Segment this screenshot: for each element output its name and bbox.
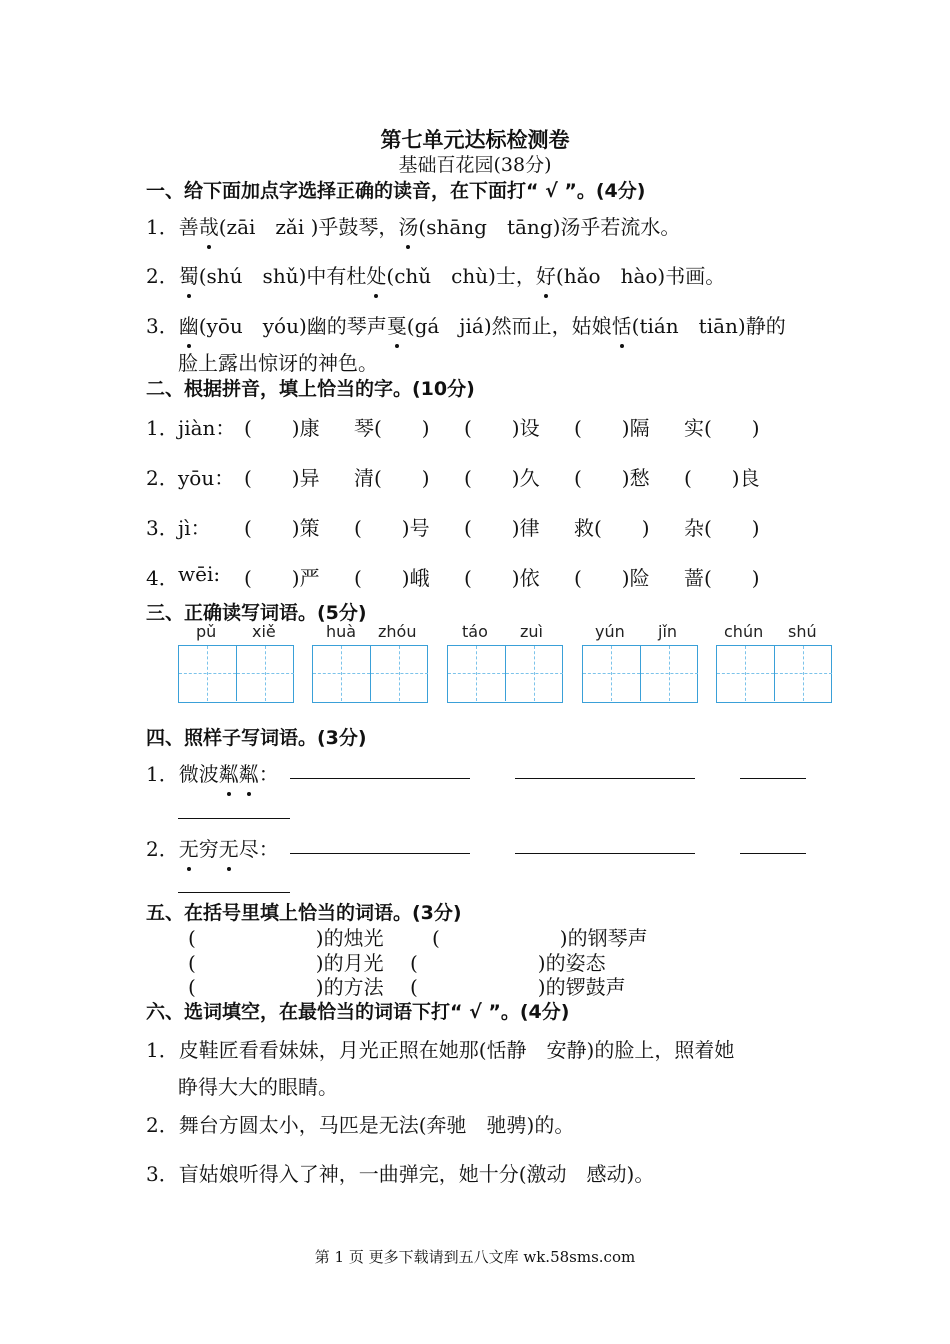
dotted-char: 恬 xyxy=(612,310,632,339)
dotted-char: 处 xyxy=(366,260,386,289)
dotted-char: 粼 xyxy=(239,758,259,787)
answer-line[interactable] xyxy=(515,760,695,779)
writing-grid[interactable] xyxy=(716,645,832,703)
s2-fill-item[interactable]: 实( ) xyxy=(684,416,760,440)
writing-grid[interactable] xyxy=(447,645,563,703)
answer-line[interactable] xyxy=(290,835,470,854)
s2-fill-item[interactable]: 蔷( ) xyxy=(684,566,760,590)
dotted-char: 哉 xyxy=(199,211,219,240)
pinyin-label: táo xyxy=(462,622,488,641)
answer-line[interactable] xyxy=(178,874,290,893)
s2-fill-item[interactable]: ( )设 xyxy=(464,416,540,440)
s2-fill-item[interactable]: 杂( ) xyxy=(684,516,760,540)
dotted-char: 粼 xyxy=(219,758,239,787)
answer-line[interactable] xyxy=(290,760,470,779)
page-footer: 第 1 页 更多下载请到五八文库 wk.58sms.com xyxy=(314,1248,636,1266)
s2-row-label: 4． xyxy=(146,566,179,590)
s2-pinyin: jiàn： xyxy=(178,416,236,440)
s5-item: ( )的姿态 xyxy=(410,951,606,975)
writing-grid[interactable] xyxy=(178,645,294,703)
s2-fill-item[interactable]: 琴( ) xyxy=(354,416,430,440)
dotted-char: 汤 xyxy=(398,211,418,240)
pinyin-label: xiě xyxy=(252,622,276,641)
dotted-char: 幽 xyxy=(179,310,199,339)
s2-row-label: 2． xyxy=(146,466,179,490)
s2-pinyin: wēi: xyxy=(178,562,221,586)
answer-line[interactable] xyxy=(740,760,806,779)
s6-question-3: 3．盲姑娘听得入了神，一曲弹完，她十分(激动 感动)。 xyxy=(146,1162,655,1186)
section5-heading: 五、在括号里填上恰当的词语。(3分) xyxy=(146,902,462,924)
s5-item: ( )的烛光 xyxy=(188,926,384,950)
pinyin-label: shú xyxy=(788,622,817,641)
section3-heading: 三、正确读写词语。(5分) xyxy=(146,602,367,624)
s5-item: ( )的方法 xyxy=(188,975,384,999)
writing-grid[interactable] xyxy=(582,645,698,703)
section2-heading: 二、根据拼音，填上恰当的字。(10分) xyxy=(146,378,475,400)
s1-question-3-line2: 脸上露出惊讶的神色。 xyxy=(178,351,378,375)
s2-row-label: 1． xyxy=(146,416,179,440)
pinyin-label: zhóu xyxy=(378,622,417,641)
dotted-char: 好 xyxy=(536,260,556,289)
s2-fill-item[interactable]: ( )律 xyxy=(464,516,540,540)
s2-fill-item[interactable]: ( )峨 xyxy=(354,566,430,590)
s5-item: ( )的锣鼓声 xyxy=(410,975,626,999)
answer-line[interactable] xyxy=(740,835,806,854)
s6-question-1: 1．皮鞋匠看看妹妹，月光正照在她那(恬静 安静)的脸上，照着她 xyxy=(146,1038,735,1062)
s2-fill-item[interactable]: ( )异 xyxy=(244,466,320,490)
s1-question-1: 1．善哉(zāi zǎi )乎鼓琴，汤(shāng tāng)汤乎若流水。 xyxy=(146,211,680,240)
s5-item: ( )的钢琴声 xyxy=(432,926,648,950)
dotted-char: 无 xyxy=(219,833,239,862)
s2-fill-item[interactable]: ( )依 xyxy=(464,566,540,590)
answer-line[interactable] xyxy=(178,800,290,819)
s1-question-3: 3．幽(yōu yóu)幽的琴声戛(gá jiá)然而止，姑娘恬(tián tiān)静的 xyxy=(146,310,786,339)
s2-fill-item[interactable]: ( )愁 xyxy=(574,466,650,490)
s4-question-2: 2．无穷无尽： xyxy=(146,833,279,862)
pinyin-label: huà xyxy=(326,622,357,641)
page-title: 第七单元达标检测卷 xyxy=(380,128,570,152)
pinyin-label: yún xyxy=(595,622,625,641)
pinyin-label: chún xyxy=(724,622,764,641)
s6-question-2: 2．舞台方圆太小，马匹是无法(奔驰 驰骋)的。 xyxy=(146,1113,575,1137)
s2-fill-item[interactable]: ( )策 xyxy=(244,516,320,540)
s2-fill-item[interactable]: 救( ) xyxy=(574,516,650,540)
s5-item: ( )的月光 xyxy=(188,951,384,975)
s2-fill-item[interactable]: 清( ) xyxy=(354,466,430,490)
pinyin-label: zuì xyxy=(520,622,543,641)
s6-question-1-line2: 睁得大大的眼睛。 xyxy=(178,1075,338,1099)
s4-question-1: 1．微波粼粼： xyxy=(146,758,279,787)
s2-fill-item[interactable]: ( )良 xyxy=(684,466,760,490)
s1-question-2: 2．蜀(shú shǔ)中有杜处(chǔ chù)士，好(hǎo hào)书画。 xyxy=(146,260,725,289)
s2-fill-item[interactable]: ( )隔 xyxy=(574,416,650,440)
dotted-char: 无 xyxy=(179,833,199,862)
writing-grid[interactable] xyxy=(312,645,428,703)
s2-fill-item[interactable]: ( )严 xyxy=(244,566,320,590)
s2-pinyin: yōu： xyxy=(178,466,235,490)
s2-fill-item[interactable]: ( )久 xyxy=(464,466,540,490)
s2-fill-item[interactable]: ( )号 xyxy=(354,516,430,540)
dotted-char: 蜀 xyxy=(179,260,199,289)
answer-line[interactable] xyxy=(515,835,695,854)
section4-heading: 四、照样子写词语。(3分) xyxy=(146,727,367,749)
page-subtitle: 基础百花园(38分) xyxy=(398,154,552,176)
section1-heading: 一、给下面加点字选择正确的读音，在下面打“ √ ”。(4分) xyxy=(146,180,646,202)
dotted-char: 戛 xyxy=(387,310,407,339)
pinyin-label: jǐn xyxy=(658,622,678,641)
s2-pinyin: jì： xyxy=(178,516,211,540)
s2-fill-item[interactable]: ( )康 xyxy=(244,416,320,440)
section6-heading: 六、选词填空，在最恰当的词语下打“ √ ”。(4分) xyxy=(146,1001,570,1023)
pinyin-label: pǔ xyxy=(196,622,217,641)
s2-fill-item[interactable]: ( )险 xyxy=(574,566,650,590)
s2-row-label: 3． xyxy=(146,516,179,540)
